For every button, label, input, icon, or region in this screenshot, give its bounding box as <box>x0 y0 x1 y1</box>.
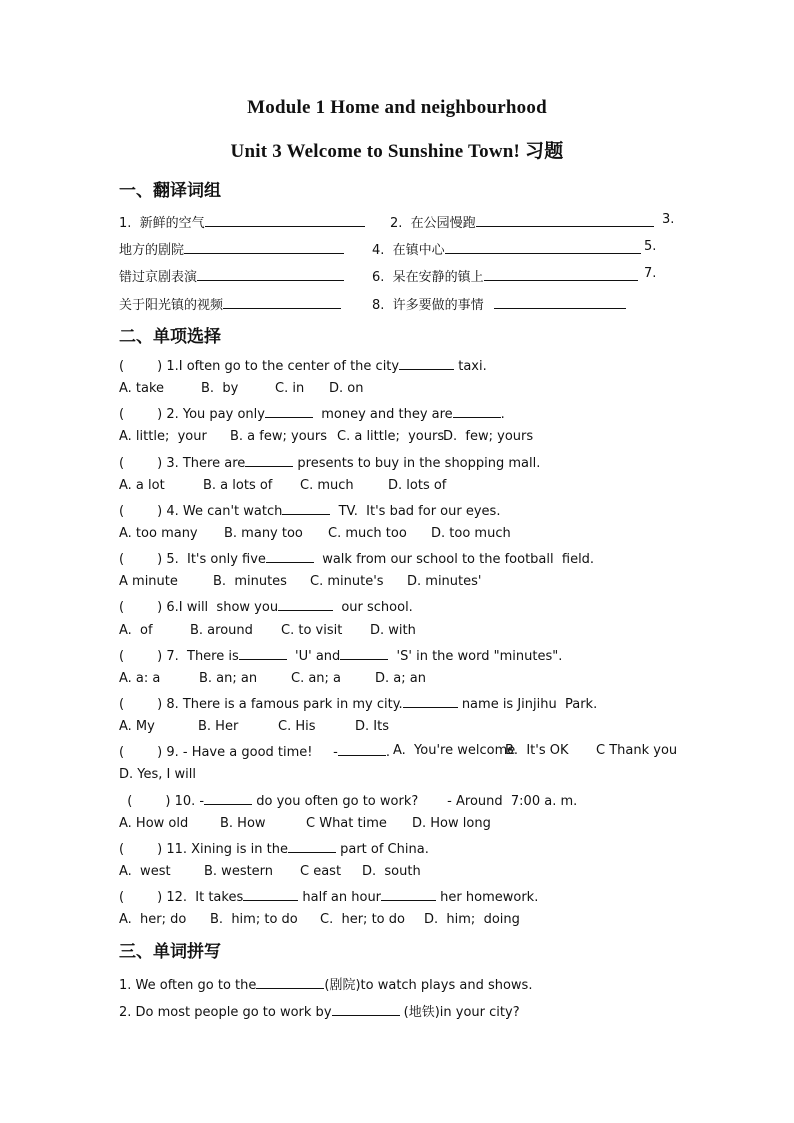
phrase-5: 错过京剧表演 <box>119 266 344 285</box>
spelling-1: 1. We often go to the (剧院)to watch plays and shows. <box>119 978 533 993</box>
phrase-7-number: 7. <box>644 266 657 281</box>
q4-option-b: B. many too <box>224 526 303 541</box>
q7-option-a: A. a: a <box>119 671 161 686</box>
q7-option-d: D. a; an <box>375 671 426 686</box>
question-11: ( ) 11. Xining is in the part of China. <box>119 842 429 857</box>
q9-option-b: B. It's OK <box>505 743 569 758</box>
q10-option-a: A. How old <box>119 816 189 831</box>
q8-option-b: B. Her <box>198 719 239 734</box>
phrase-5-number: 5. <box>644 239 657 254</box>
question-3: ( ) 3. There are presents to buy in the shopping mall. <box>119 456 541 471</box>
question-4: ( ) 4. We can't watch TV. It's bad for our eyes. <box>119 504 501 519</box>
q10-option-d: D. How long <box>412 816 491 831</box>
q9-option-a: A. You're welcome <box>393 743 516 758</box>
phrase-3-number: 3. <box>662 212 675 227</box>
q6-option-c: C. to visit <box>281 623 343 638</box>
q8-option-c: C. His <box>278 719 316 734</box>
q4-option-d: D. too much <box>431 526 511 541</box>
q11-option-d: D. south <box>362 864 421 879</box>
q5-option-c: C. minute's <box>310 574 384 589</box>
question-2: ( ) 2. You pay only money and they are . <box>119 407 505 422</box>
q5-option-d: D. minutes' <box>407 574 482 589</box>
q12-option-a: A. her; do <box>119 912 187 927</box>
title-module: Module 1 Home and neighbourhood <box>247 97 547 118</box>
phrase-1: 1. 新鲜的空气 <box>119 212 365 231</box>
question-8: ( ) 8. There is a famous park in my city. name is Jinjihu Park. <box>119 697 598 712</box>
q1-option-b: B. by <box>201 381 239 396</box>
q2-option-a: A. little; your <box>119 429 207 444</box>
q7-option-b: B. an; an <box>199 671 258 686</box>
section-heading-choice: 二、单项选择 <box>119 327 221 347</box>
q6-option-b: B. around <box>190 623 253 638</box>
q11-option-b: B. western <box>204 864 274 879</box>
section-heading-spelling: 三、单词拼写 <box>119 942 221 962</box>
question-7: ( ) 7. There is 'U' and 'S' in the word "minutes". <box>119 649 563 664</box>
q5-option-a: A minute <box>119 574 178 589</box>
phrase-7: 关于阳光镇的视频 <box>119 294 341 313</box>
q2-option-d: D. few; yours <box>443 429 534 444</box>
section-heading-translate: 一、翻译词组 <box>119 181 221 201</box>
q3-option-c: C. much <box>300 478 354 493</box>
question-9: ( ) 9. - Have a good time! - . <box>119 745 390 760</box>
q1-option-d: D. on <box>329 381 364 396</box>
q2-option-b: B. a few; yours <box>230 429 328 444</box>
question-5: ( ) 5. It's only five walk from our school to the football field. <box>119 552 595 567</box>
q6-option-d: D. with <box>370 623 416 638</box>
q11-option-c: C east <box>300 864 342 879</box>
q4-option-c: C. much too <box>328 526 407 541</box>
phrase-4: 4. 在镇中心 <box>372 239 641 258</box>
q4-option-a: A. too many <box>119 526 198 541</box>
q12-option-c: C. her; to do <box>320 912 405 927</box>
phrase-6: 6. 呆在安静的镇上 <box>372 266 638 285</box>
phrase-8: 8. 许多要做的事情 <box>372 294 626 313</box>
q3-option-a: A. a lot <box>119 478 165 493</box>
q2-option-c: C. a little; yours <box>337 429 445 444</box>
q10-option-c: C What time <box>306 816 387 831</box>
q8-option-d: D. Its <box>355 719 389 734</box>
phrase-2: 2. 在公园慢跑 <box>390 212 654 231</box>
q8-option-a: A. My <box>119 719 155 734</box>
spelling-2: 2. Do most people go to work by (地铁)in your city? <box>119 1005 520 1020</box>
q7-option-c: C. an; a <box>291 671 342 686</box>
q1-option-c: C. in <box>275 381 305 396</box>
q11-option-a: A. west <box>119 864 171 879</box>
phrase-3: 地方的剧院 <box>119 239 344 258</box>
question-1: ( ) 1.I often go to the center of the city taxi. <box>119 359 487 374</box>
q1-option-a: A. take <box>119 381 165 396</box>
question-12: ( ) 12. It takes half an hour her homework. <box>119 890 539 905</box>
q3-option-d: D. lots of <box>388 478 447 493</box>
q9-option-c: C Thank you <box>596 743 678 758</box>
q5-option-b: B. minutes <box>213 574 287 589</box>
question-6: ( ) 6.I will show you our school. <box>119 600 413 615</box>
q12-option-d: D. him; doing <box>424 912 520 927</box>
q10-option-b: B. How <box>220 816 266 831</box>
q3-option-b: B. a lots of <box>203 478 273 493</box>
title-unit: Unit 3 Welcome to Sunshine Town! 习题 <box>230 141 564 162</box>
q12-option-b: B. him; to do <box>210 912 298 927</box>
q6-option-a: A. of <box>119 623 153 638</box>
q9-option-d: D. Yes, I will <box>119 767 196 782</box>
question-10: ( ) 10. - do you often go to work? - Around 7:00 a. m. <box>119 794 578 809</box>
